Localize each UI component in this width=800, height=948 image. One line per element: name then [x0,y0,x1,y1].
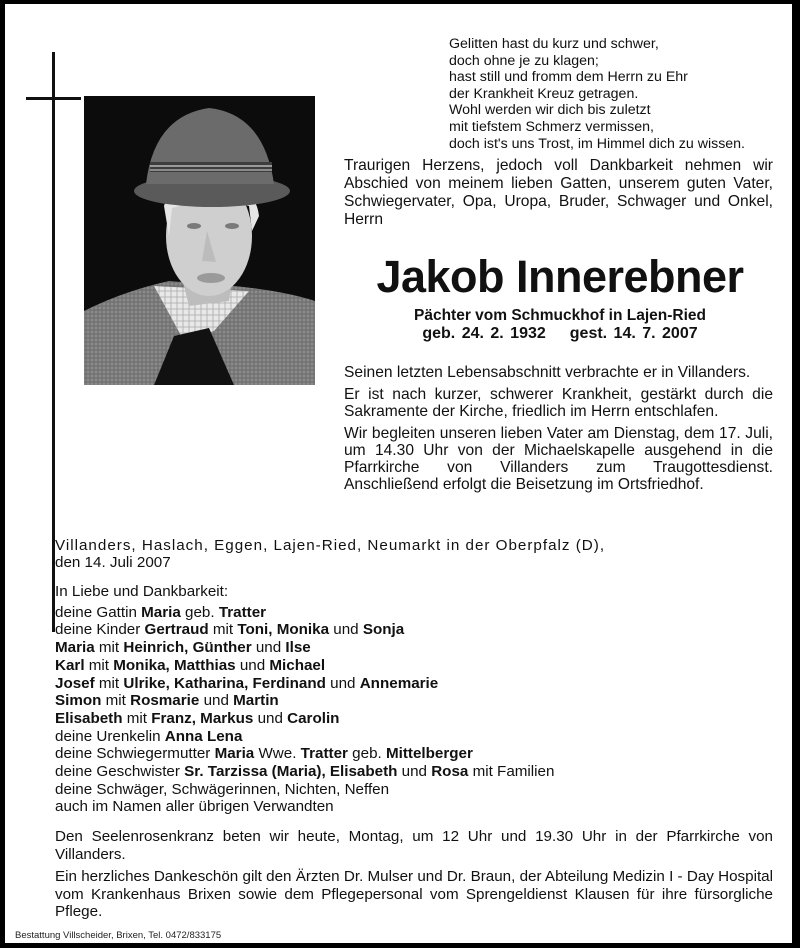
mourner-relation: mit [122,709,152,727]
poem-line: hast still und fromm dem Herrn zu Ehr [449,69,688,86]
mourner-line [55,798,775,816]
mourner-relation: und [251,639,286,657]
body-paragraph: Seinen letzten Lebensabschnitt verbrachte er in Villanders. [344,364,751,381]
deceased-occupation: Pächter vom Schmuckhof in Lajen-Ried [414,307,706,324]
mourner-name: Karl [55,656,85,674]
mourner-name: Rosmarie [130,692,200,710]
mourner-name: Maria [214,745,255,763]
mourner-relation: mit [94,639,124,657]
mourner-name: Maria [141,603,181,621]
death-date: gest. 14. 7. 2007 [569,325,698,342]
date-line: den 14. Juli 2007 [55,554,171,571]
body-paragraph: Wir begleiten unseren lieben Vater am Dienstag, dem 17. Juli, um 14.30 Uhr von der Michaelskapelle ausgehend in die Pfarrkirche von Villanders zum Traugottesdienst. Anschließend erfolgt die Beisetzung im Ortsfriedhof. [344,425,773,493]
mourner-relation: deine Geschwister [55,763,185,781]
mourner-name: Martin [233,692,279,710]
mourner-line [55,710,775,728]
mourner-relation: auch im Namen aller übrigen Verwandten [55,798,334,816]
intro-paragraph: Traurigen Herzens, jedoch voll Dankbarkeit nehmen wir Abschied von meinem lieben Gatten, unserem guten Vater, Schwiegervater, Opa, Uropa, Bruder, Schwager und Onkel, Herrn [344,157,773,228]
mourner-relation: mit [84,656,114,674]
announcement-body [344,364,773,498]
mourner-relation: und [199,692,234,710]
mourner-line [55,639,775,657]
portrait-photo [84,96,315,385]
funeral-home-credit: Bestattung Villscheider, Brixen, Tel. 0472/833175 [15,930,222,941]
mourner-line [55,675,775,693]
mourner-relation: Wwe. [254,745,301,763]
mourner-relation: und [235,656,270,674]
mourner-name: Franz, Markus [151,709,254,727]
mourner-name: Tratter [218,603,267,621]
mourner-name: Carolin [287,709,340,727]
mourner-name: Monika, Matthias [113,656,236,674]
mourner-name: Sr. Tarzissa (Maria), Elisabeth [184,763,398,781]
mourner-line [55,781,775,799]
birth-date: geb. 24. 2. 1932 [422,325,546,342]
mourner-relation: mit [94,674,124,692]
mourner-line [55,763,775,781]
mourner-relation: deine Urenkelin [55,727,165,745]
mourner-relation: geb. [180,603,219,621]
mourner-name: Ulrike, Katharina, Ferdinand [123,674,326,692]
portrait-illustration [84,96,315,385]
poem-line: doch ohne je zu klagen; [449,52,599,69]
mourner-name: Elisabeth [55,709,123,727]
mourner-name: Rosa [431,763,469,781]
life-dates [335,325,785,343]
mourner-relation: deine Gattin [55,603,142,621]
rosary-notice: Den Seelenrosenkranz beten wir heute, Montag, um 12 Uhr und 19.30 Uhr in der Pfarrkirche von Villanders. [55,828,773,863]
mourner-line [55,621,775,639]
mourner-relation: mit [101,692,131,710]
place-and-date [55,537,795,571]
poem-line: der Krankheit Kreuz getragen. [449,85,639,102]
mourner-name: Ilse [285,639,311,657]
mourner-relation: deine Kinder [55,621,145,639]
mourner-relation: mit Familien [468,763,555,781]
mourner-name: Sonja [362,621,405,639]
obituary-notice [5,4,792,943]
mourner-relation: mit [208,621,238,639]
mourner-line [55,745,775,763]
mourner-name: Heinrich, Günther [123,639,252,657]
mourner-name: Anna Lena [164,727,243,745]
mourner-line [55,692,775,710]
mourners-heading: In Liebe und Dankbarkeit: [55,583,229,600]
mourner-relation: deine Schwiegermutter [55,745,215,763]
poem-line: Gelitten hast du kurz und schwer, [449,36,659,52]
mourner-line [55,604,775,622]
mourner-name: Michael [269,656,326,674]
mourner-line [55,657,775,675]
mourner-name: Josef [55,674,95,692]
mourner-name: Annemarie [359,674,439,692]
mourner-relation: und [325,674,360,692]
poem-line: mit tiefstem Schmerz vermissen, [449,118,654,135]
place-line: Villanders, Haslach, Eggen, Lajen-Ried, Neumarkt in der Oberpfalz (D), [55,537,606,554]
mourner-name: Gertraud [144,621,209,639]
deceased-name: Jakob Innerebner [376,251,744,302]
thanks-notice: Ein herzliches Dankeschön gilt den Ärzten Dr. Mulser und Dr. Braun, der Abteilung Medizin I - Day Hospital vom Krankenhaus Brixen sowie dem Pflegepersonal vom Sprengeldienst Klausen für ihre fürsorgliche Pflege. [55,868,773,920]
body-paragraph: Er ist nach kurzer, schwerer Krankheit, gestärkt durch die Sakramente der Kirche, friedlich im Herrn entschlafen. [344,386,773,420]
mourner-name: Toni, Monika [237,621,330,639]
mourner-name: Maria [55,639,95,657]
cross-icon-bar [26,97,81,100]
mourner-relation: und [397,763,432,781]
mourner-line [55,728,775,746]
closing-notes [55,828,773,926]
mourner-relation: und [253,709,288,727]
poem-line: Wohl werden wir dich bis zuletzt [449,102,651,119]
mourner-name: Simon [55,692,102,710]
poem-line: doch ist's uns Trost, im Himmel dich zu wissen. [449,135,746,152]
mourner-name: Mittelberger [385,745,473,763]
mourner-relation: deine Schwäger, Schwägerinnen, Nichten, Neffen [55,780,390,798]
mourner-relation: geb. [347,745,386,763]
mourners-list [55,583,775,816]
memorial-poem [449,36,779,152]
mourner-name: Tratter [300,745,348,763]
mourner-relation: und [329,621,363,639]
